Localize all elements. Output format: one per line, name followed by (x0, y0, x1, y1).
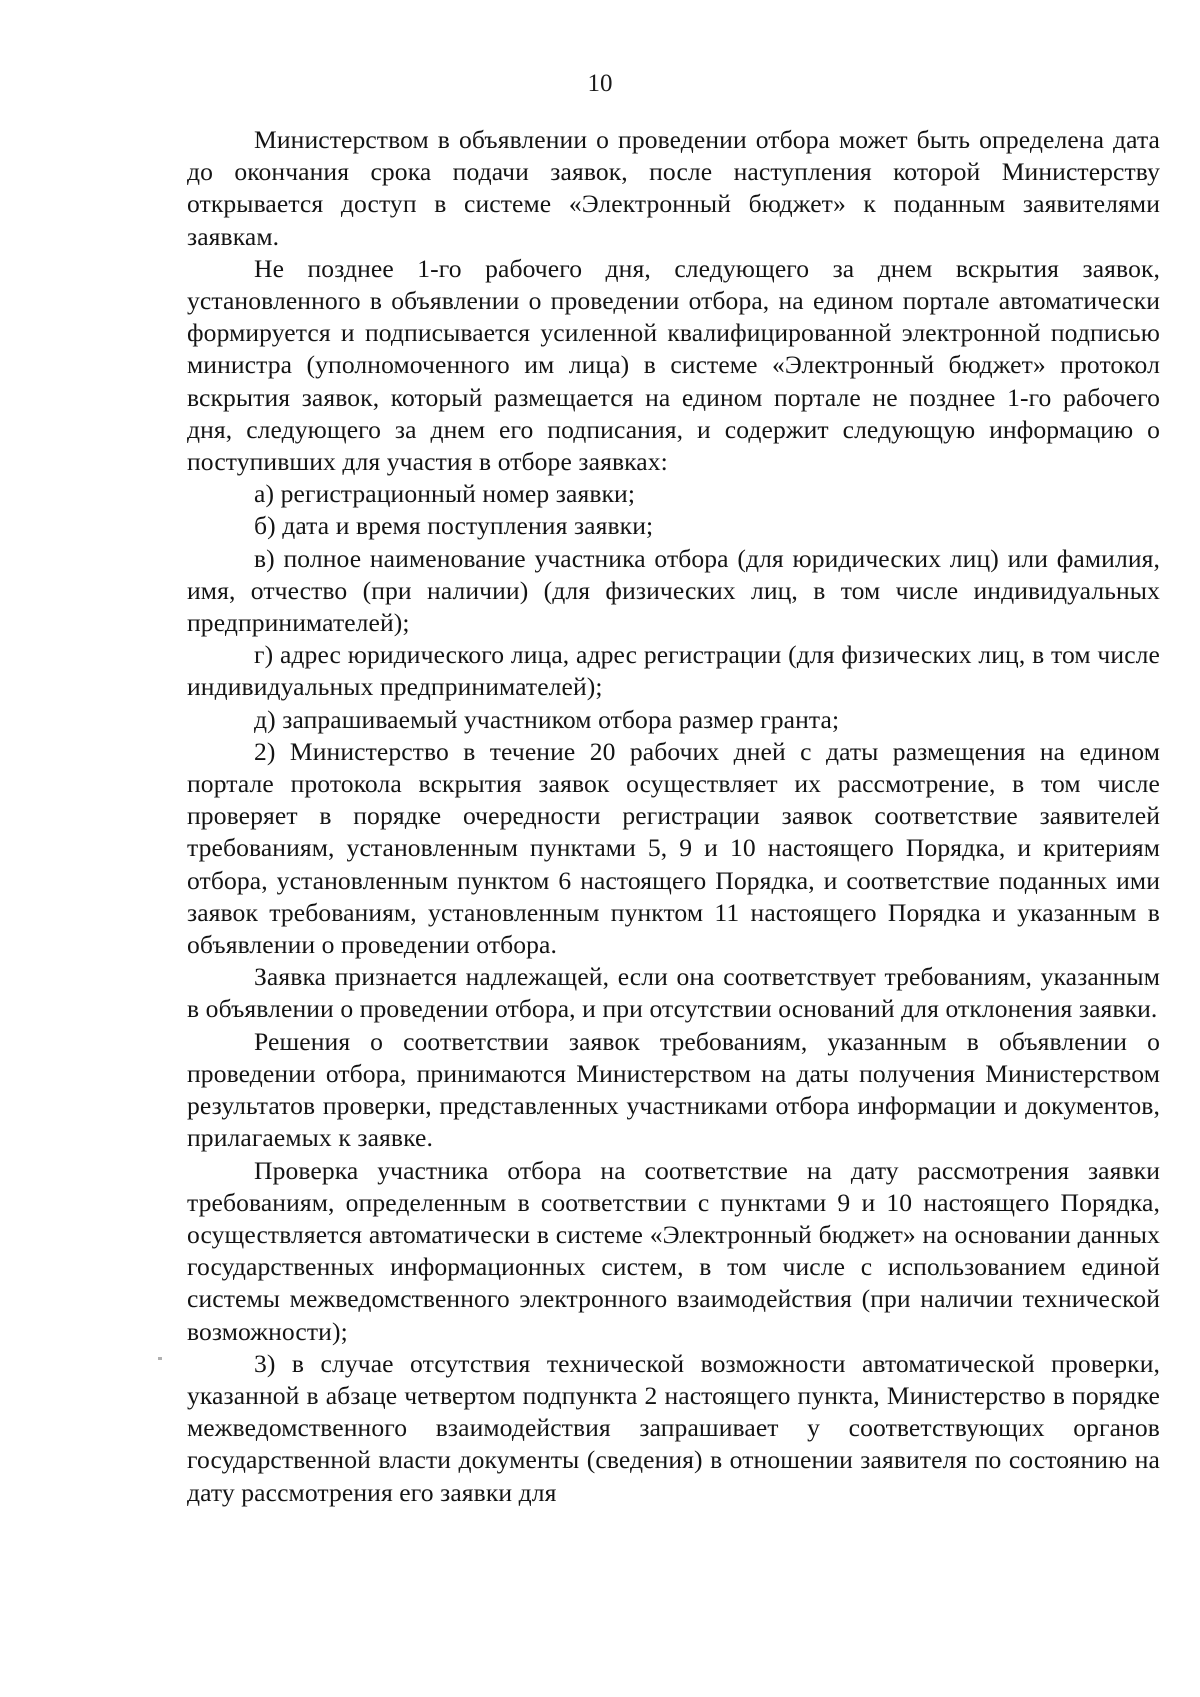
list-item-participant-name: в) полное наименование участника отбора (для юридических лиц) или фамилия, имя, отчество (при наличии) (для физических лиц, в том числе индивидуальных предпринимателей); (187, 543, 1160, 638)
paragraph-access-date: Министерством в объявлении о проведении отбора может быть определена дата до окончания срока подачи заявок, после наступления которой Министерству открывается доступ в системе «Электронный бюджет» к поданным заявителями заявкам. (187, 125, 1160, 251)
paragraph-item-3-interagency: 3) в случае отсутствия технической возможности автоматической проверки, указанной в абзаце четвертом подпункта 2 настоящего пункта, Министерство в порядке межведомственного взаимодействия запрашивает у соответствующих органов государственной власти документы (сведения) в отношении заявителя по состоянию на дату рассмотрения его заявки для (187, 1348, 1160, 1507)
list-item-address: г) адрес юридического лица, адрес регистрации (для физических лиц, в том числе индивидуальных предпринимателей); (187, 640, 1160, 702)
paragraph-proper-application: Заявка признается надлежащей, если она соответствует требованиям, указанным в объявлении о проведении отбора, и при отсутствии оснований для отклонения заявки. (187, 962, 1160, 1024)
page-number: 10 (587, 70, 613, 97)
paragraph-item-2-review: 2) Министерство в течение 20 рабочих дней с даты размещения на едином портале протокола вскрытия заявок осуществляет их рассмотрение, в том числе проверяет в порядке очередности регистрации заявок соответствие заявителей требованиям, установленным пунктами 5, 9 и 10 настоящего Порядка, и критериям отбора, установленным пунктом 6 настоящего Порядка, и соответствие поданных ими заявок требованиям, установленным пунктом 11 настоящего Порядка и указанным в объявлении о проведении отбора. (187, 736, 1160, 960)
list-item-grant-amount: д) запрашиваемый участником отбора размер гранта; (254, 704, 840, 734)
paragraph-opening-protocol: Не позднее 1-го рабочего дня, следующего за днем вскрытия заявок, установленного в объявлении о проведении отбора, на едином портале автоматически формируется и подписывается усиленной квалифицированной электронной подписью министра (уполномоченного им лица) в системе «Электронный бюджет» протокол вскрытия заявок, который размещается на едином портале не позднее 1-го рабочего дня, следующего за днем его подписания, и содержит следующую информацию о поступивших для участия в отборе заявках: (187, 253, 1160, 477)
paragraph-automatic-check: Проверка участника отбора на соответствие на дату рассмотрения заявки требованиям, определенным в соответствии с пунктами 9 и 10 настоящего Порядка, осуществляется автоматически в системе «Электронный бюджет» на основании данных государственных информационных систем, в том числе с использованием единой системы межведомственного электронного взаимодействия (при наличии технической возможности); (187, 1155, 1160, 1346)
scan-speck (158, 1357, 162, 1360)
list-item-registration-number: а) регистрационный номер заявки; (254, 479, 636, 509)
document-body (187, 124, 1160, 1509)
paragraph-compliance-decisions: Решения о соответствии заявок требованиям, указанным в объявлении о проведении отбора, принимаются Министерством на даты получения Министерством результатов проверки, представленных участниками отбора информации и документов, прилагаемых к заявке. (187, 1026, 1160, 1153)
list-item-receipt-datetime: б) дата и время поступления заявки; (254, 511, 654, 541)
